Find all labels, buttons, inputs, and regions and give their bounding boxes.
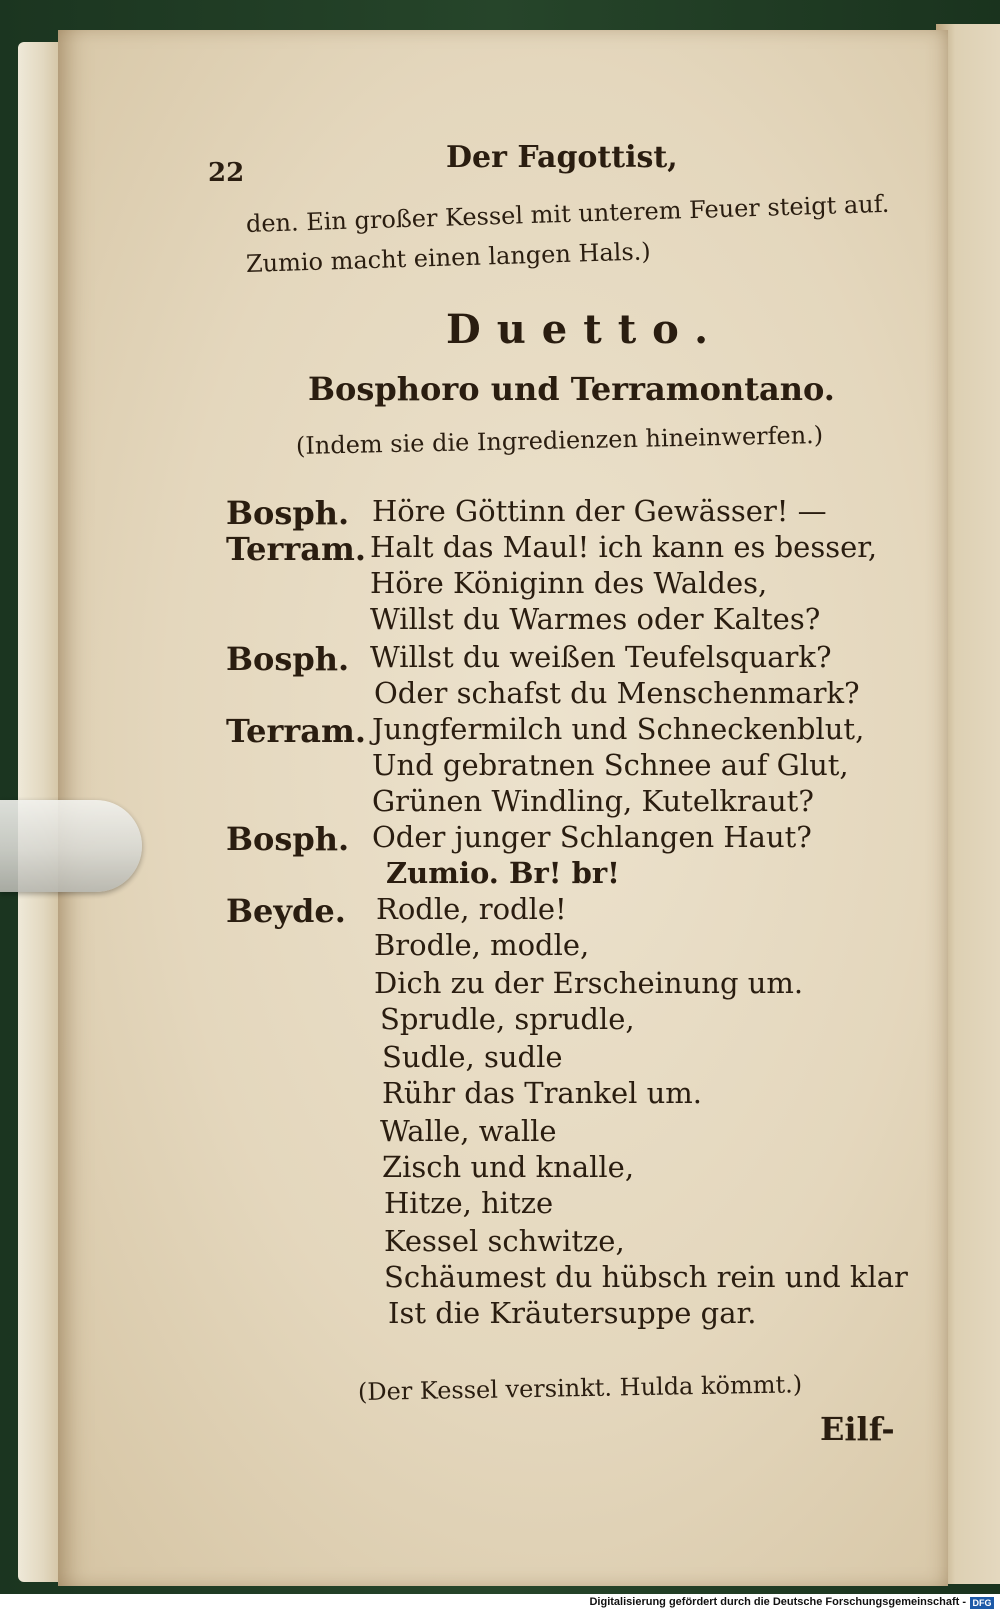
verse-line: Rühr das Trankel um.: [382, 1076, 703, 1110]
speaker-label: Terram.: [226, 530, 366, 568]
section-title: Duetto.: [446, 306, 725, 353]
catchword: Eilf-: [820, 1410, 895, 1448]
verse-line: Höre Göttinn der Gewässer! —: [372, 494, 827, 528]
speaker-label: Bosph.: [226, 640, 350, 678]
stage-direction-top-2: Zumio macht einen langen Hals.): [245, 237, 652, 278]
stage-direction-end: (Der Kessel versinkt. Hulda kömmt.): [357, 1370, 803, 1406]
page-number: 22: [208, 158, 245, 188]
verse-line: Halt das Maul! ich kann es besser,: [370, 530, 878, 564]
verse-line: Rodle, rodle!: [376, 892, 567, 926]
verse-line: Sudle, sudle: [382, 1040, 563, 1074]
verse-line: Und gebratnen Schnee auf Glut,: [372, 748, 849, 782]
verse-line: Willst du Warmes oder Kaltes?: [370, 602, 821, 636]
stage-direction: (Indem sie die Ingredienzen hineinwerfen.): [295, 420, 824, 460]
verse-line: Höre Königinn des Waldes,: [370, 566, 768, 600]
verse-line: Schäumest du hübsch rein und klar: [384, 1260, 908, 1294]
running-head: Der Fagottist,: [446, 140, 678, 175]
verse-line: Jungfermilch und Schneckenblut,: [372, 712, 865, 746]
verse-line: Oder junger Schlangen Haut?: [372, 820, 812, 854]
section-singers: Bosphoro und Terramontano.: [308, 370, 835, 408]
verse-line: Grünen Windling, Kutelkraut?: [372, 784, 814, 818]
verse-line: Hitze, hitze: [384, 1186, 554, 1220]
verse-line: Kessel schwitze,: [384, 1224, 625, 1258]
verse-line: Zisch und knalle,: [382, 1150, 635, 1184]
verse-line: Zumio. Br! br!: [386, 856, 620, 890]
page-holder-clip: [0, 800, 142, 892]
digitization-credit: Digitalisierung gefördert durch die Deutsche Forschungsgemeinschaft -: [589, 1596, 966, 1608]
verse-line: Dich zu der Erscheinung um.: [374, 966, 804, 1000]
speaker-label: Bosph.: [226, 494, 350, 532]
verse-line: Walle, walle: [380, 1114, 557, 1148]
speaker-label: Beyde.: [226, 892, 346, 930]
verse-line: Willst du weißen Teufelsquark?: [370, 640, 832, 674]
verse-line: Oder schafst du Menschenmark?: [374, 676, 860, 710]
verse-line: Brodle, modle,: [374, 928, 590, 962]
dfg-logo-icon: DFG: [970, 1597, 994, 1609]
speaker-label: Terram.: [226, 712, 366, 750]
verse-line: Sprudle, sprudle,: [380, 1002, 635, 1036]
speaker-label: Bosph.: [226, 820, 350, 858]
verse-line: Ist die Kräutersuppe gar.: [388, 1296, 757, 1330]
stage-direction-top-1: den. Ein großer Kessel mit unterem Feuer steigt auf.: [245, 189, 890, 238]
